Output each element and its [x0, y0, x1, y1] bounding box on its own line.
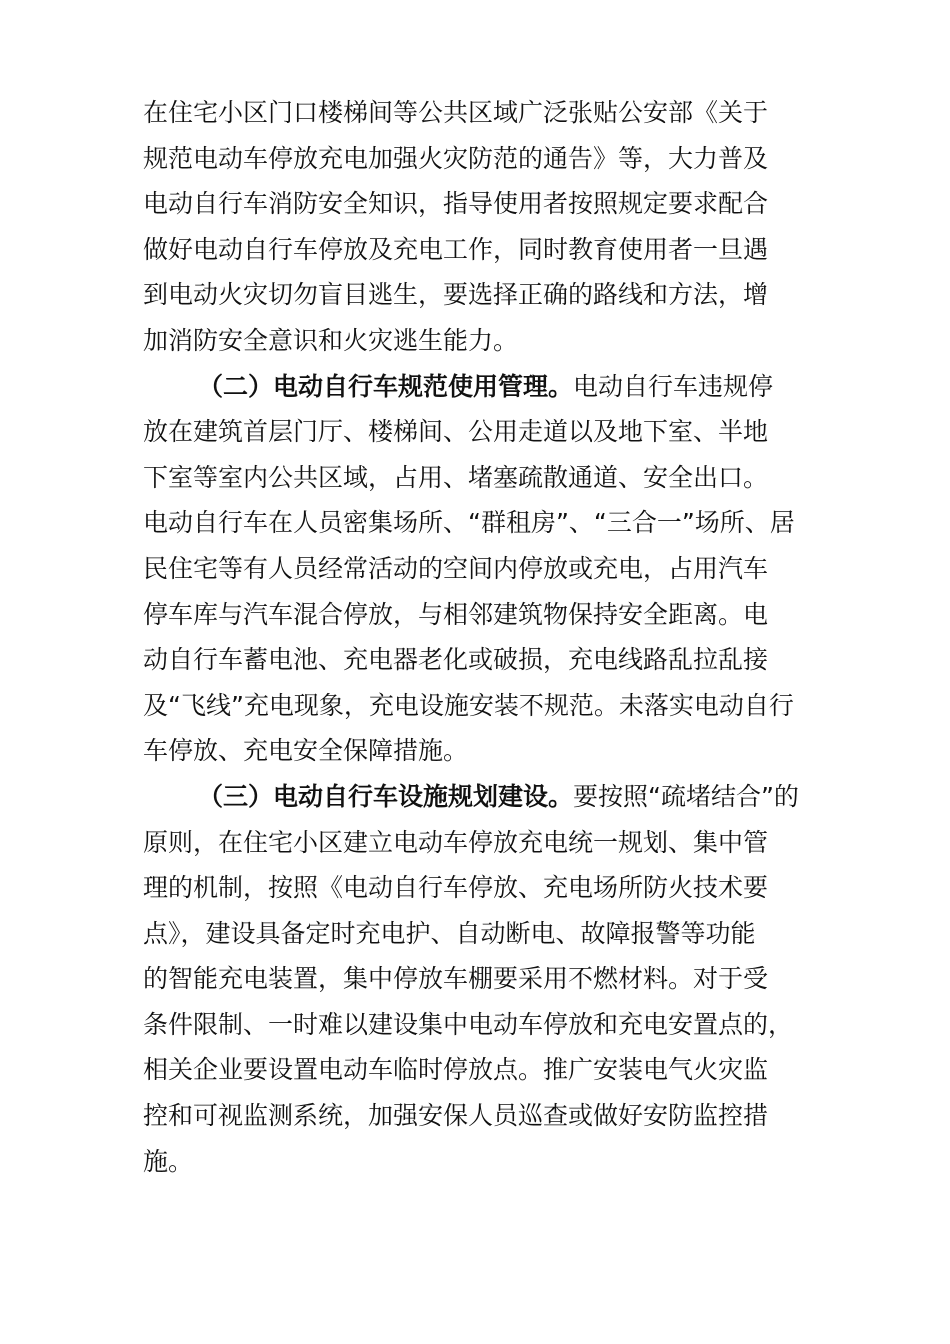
text-line: 民住宅等有人员经常活动的空间内停放或充电，占用汽车	[143, 553, 769, 583]
text-run: 电动自行车违规停	[573, 371, 774, 401]
text-line: 条件限制、一时难以建设集中电动车停放和充电安置点的，	[143, 1009, 794, 1039]
text-line: 在住宅小区门口楼梯间等公共区域广泛张贴公安部《关于	[143, 98, 769, 127]
text-line: 动自行车蓄电池、充电器老化或破损，充电线路乱拉乱接	[143, 645, 769, 675]
text-line: 停车库与汽车混合停放，与相邻建筑物保持安全距离。电	[143, 599, 769, 629]
text-line: 及“飞线”充电现象，充电设施安装不规范。未落实电动自行	[143, 690, 794, 720]
section-heading: （三）电动自行车设施规划建设。	[198, 781, 574, 811]
paragraph-first-line	[143, 364, 833, 410]
paragraph-publicity	[143, 90, 833, 364]
text-line: 控和可视监测系统，加强安保人员巡查或做好安防监控措	[143, 1101, 769, 1131]
text-line: 点》，建设具备定时充电护、自动断电、故障报警等功能	[143, 918, 756, 948]
paragraph-usage-management	[143, 364, 833, 774]
text-line: 理的机制，按照《电动自行车停放、充电场所防火技术要	[143, 873, 769, 903]
section-heading: （二）电动自行车规范使用管理。	[198, 371, 574, 401]
text-line: 相关企业要设置电动车临时停放点。推广安装电气火灾监	[143, 1055, 769, 1085]
text-line: 施。	[143, 1146, 194, 1176]
text-line: 的智能充电装置，集中停放车棚要采用不燃材料。对于受	[143, 964, 769, 994]
text-line: 放在建筑首层门厅、楼梯间、公用走道以及地下室、半地	[143, 417, 769, 447]
text-line: 下室等室内公共区域，占用、堵塞疏散通道、安全出口。	[143, 462, 769, 492]
text-line: 电动自行车在人员密集场所、“群租房”、“三合一”场所、居	[143, 508, 795, 538]
text-run: 要按照“疏堵结合”的	[573, 781, 799, 811]
text-line: 做好电动自行车停放及充电工作，同时教育使用者一旦遇	[143, 234, 769, 264]
document-page	[143, 90, 833, 1184]
paragraph-facility-planning	[143, 774, 833, 1184]
text-line: 规范电动车停放充电加强火灾防范的通告》等，大力普及	[143, 143, 769, 173]
text-line: 原则，在住宅小区建立电动车停放充电统一规划、集中管	[143, 827, 769, 857]
text-line: 加消防安全意识和火灾逃生能力。	[143, 325, 519, 355]
text-line: 车停放、充电安全保障措施。	[143, 736, 469, 766]
paragraph-first-line	[143, 774, 833, 820]
text-line: 到电动火灾切勿盲目逃生，要选择正确的路线和方法，增	[143, 280, 769, 310]
text-line: 电动自行车消防安全知识，指导使用者按照规定要求配合	[143, 189, 769, 219]
